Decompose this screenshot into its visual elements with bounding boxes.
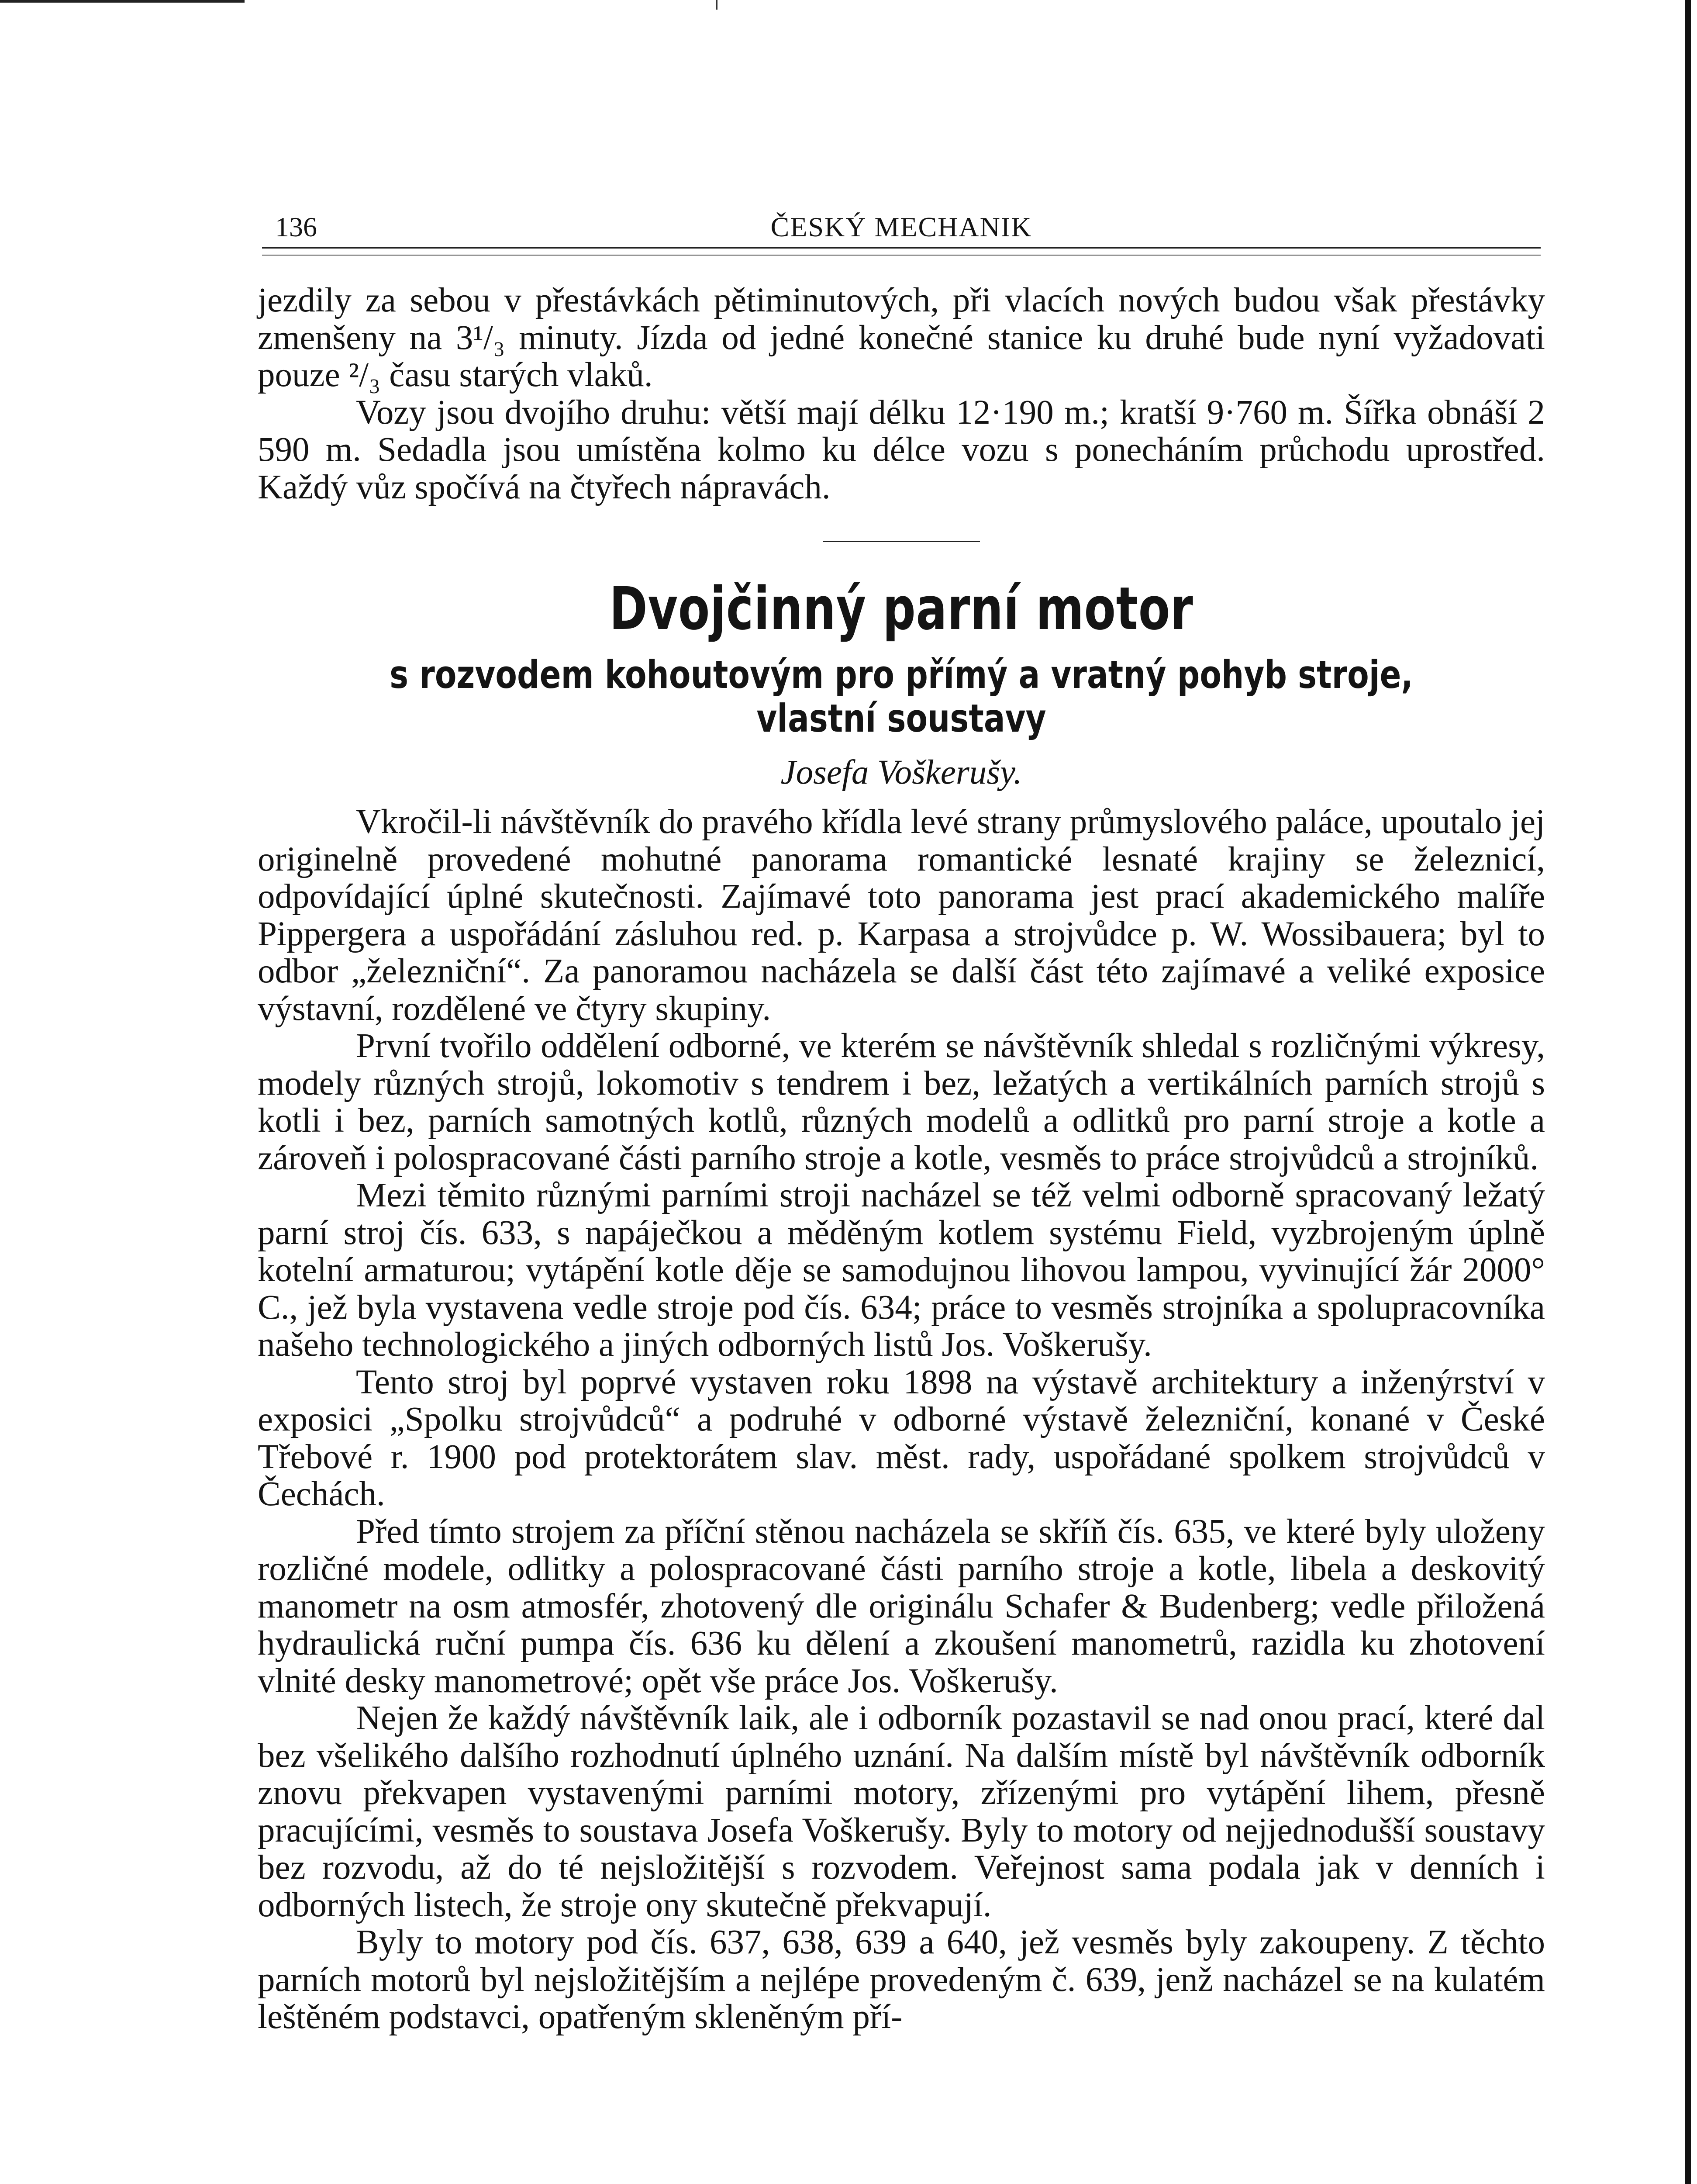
header-rule [262, 247, 1541, 256]
paragraph: Vozy jsou dvojího druhu: větší mají délku 12·190 m.; kratší 9·760 m. Šířka obnáší 2 590 m. Sedadla jsou umístěna kolmo ku délce vozu s ponecháním průchodu uprostřed. Každý vůz spočívá na čtyřech nápravách. [258, 393, 1545, 506]
scan-edge-top [0, 0, 245, 3]
page-header [258, 199, 1545, 256]
paragraph: Vkročil-li návštěvník do pravého křídla levé strany průmyslového paláce, upoutalo jej originelně provedené mohutné panorama romantické lesnaté krajiny se železnicí, odpovídající úplné skutečnosti. Zajímavé toto panorama jest prací akademického malíře Pippergera a uspořádání zásluhou red. p. Karpasa a strojvůdce p. W. Wossibauera; byl to odbor „železniční“. Za panoramou nacházela se další část této zajímavé a veliké exposice výstavní, rozdělené ve čtyry skupiny. [258, 803, 1545, 1028]
scan-edge-right [1685, 0, 1691, 2184]
article-title: Dvojčinný parní motor [609, 574, 1193, 643]
section-divider [823, 541, 980, 542]
article-body [258, 803, 1545, 2036]
intro-text [258, 282, 1545, 506]
article-author: Josefa Voškerušy. [780, 753, 1022, 791]
page [258, 199, 1545, 2036]
paragraph: Před tímto strojem za příční stěnou nacházela se skříň čís. 635, ve které byly uloženy rozličné modele, odlitky a polospracované části parního stroje a kotle, libela a deskovitý manometr na osm atmosfér, zhotovený dle originálu Schafer & Budenberg; vedle přiložená hydraulická ruční pumpa čís. 636 ku dělení a zkoušení manometrů, razidla ku zhotovení vlnité desky manometrové; opět vše práce Jos. Voškerušy. [258, 1512, 1545, 1700]
scan-mark [716, 0, 717, 10]
paragraph: Nejen že každý návštěvník laik, ale i odborník pozastavil se nad onou prací, které dal bez všelikého dalšího rozhodnutí úplného uznání. Na dalším místě byl návštěvník odborník znovu překvapen vystavenými parními motory, zřízenými pro vytápění lihem, přesně pracujícími, vesměs to soustava Josefa Voškerušy. Byly to motory od nejjednodušší soustavy bez rozvodu, až do té nejsložitější s rozvodem. Veřejnost sama podala jak v denních i odborných listech, že stroje ony skutečně překvapují. [258, 1699, 1545, 1924]
article-subtitle: s rozvodem kohoutovým pro přímý a vratný pohyb stroje, vlastní soustavy [390, 652, 1413, 741]
running-title: ČESKÝ MECHANIK [770, 211, 1032, 242]
paragraph: Mezi těmito různými parními stroji nacházel se též velmi odborně spracovaný ležatý parní stroj čís. 633, s napáječkou a měděným kotlem systému Field, vyzbrojeným úplně kotelní armaturou; vytápění kotle děje se samodujnou lihovou lampou, vyvinující žár 2000° C., jež byla vystavena vedle stroje pod čís. 634; práce to vesměs strojníka a spolupracovníka našeho technologického a jiných odborných listů Jos. Voškerušy. [258, 1176, 1545, 1364]
paragraph: Byly to motory pod čís. 637, 638, 639 a 640, jež vesměs byly zakoupeny. Z těchto parních motorů byl nejsložitějším a nejlépe provedeným č. 639, jenž nacházel se na kulatém leštěném podstavci, opatřeným skleněným pří- [258, 1923, 1545, 2036]
paragraph: Tento stroj byl poprvé vystaven roku 1898 na výstavě architektury a inženýrství v exposici „Spolku strojvůdců“ a podruhé v odborné výstavě železniční, konané v České Třebové r. 1900 pod protektorátem slav. měst. rady, uspořádané spolkem strojvůdců v Čechách. [258, 1363, 1545, 1513]
page-number: 136 [275, 211, 317, 242]
paragraph: jezdily za sebou v přestávkách pětiminutových, při vlacích nových budou však přestávky zmenšeny na 3¹/₃ minuty. Jízda od jedné konečné stanice ku druhé bude nyní vyžadovati pouze ²/₃ času starých vlaků. [258, 281, 1545, 394]
paragraph: První tvořilo oddělení odborné, ve kterém se návštěvník shledal s rozličnými výkresy, modely různých strojů, lokomotiv s tendrem i bez, ležatých a vertikálních parních strojů s kotli i bez, parních samotných kotlů, různých modelů a odlitků pro parní stroje a kotle a zároveň i polospracované části parního stroje a kotle, vesměs to práce strojvůdců a strojníků. [258, 1027, 1545, 1177]
